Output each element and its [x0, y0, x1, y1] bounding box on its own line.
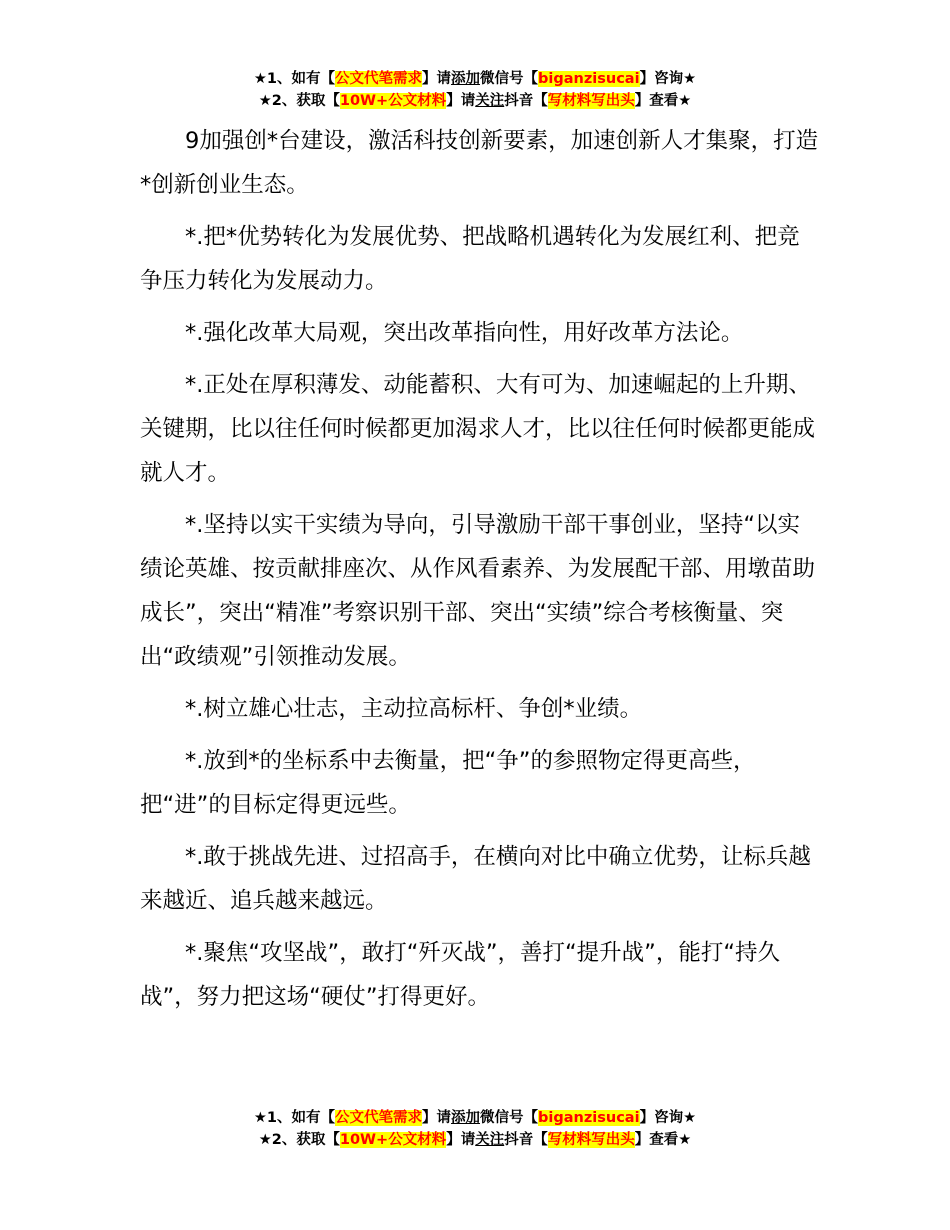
- banner-line-2: ★2、获取【10W+公文材料】请关注抖音【写材料写出头】查看★: [258, 1132, 692, 1148]
- banner-line-1: ★1、如有【公文代笔需求】请添加微信号【biganzisucai】咨询★: [253, 71, 697, 87]
- paragraph: *.放到*的坐标系中去衡量，把“争”的参照物定得更高些，把“进”的目标定得更远些。: [140, 748, 756, 818]
- paragraph: *.聚焦“攻坚战”，敢打“歼灭战”，善打“提升战”，能打“持久战”，努力把这场“硬仗”打得更好。: [140, 940, 780, 1010]
- banner-line-1: ★1、如有【公文代笔需求】请添加微信号【biganzisucai】咨询★: [253, 1110, 697, 1126]
- paragraph: *.敢于挑战先进、过招高手，在横向对比中确立优势，让标兵越来越近、追兵越来越远。: [140, 844, 811, 914]
- highlight-douyin: 写材料写出头: [547, 1132, 635, 1148]
- highlight-materials: 10W+公文材料: [339, 1132, 447, 1148]
- banner-line-2: ★2、获取【10W+公文材料】请关注抖音【写材料写出头】查看★: [258, 93, 692, 109]
- document-body: [140, 119, 822, 1027]
- paragraph: *.强化改革大局观，突出改革指向性，用好改革方法论。: [185, 320, 744, 346]
- highlight-materials: 10W+公文材料: [339, 93, 447, 109]
- paragraph: *.树立雄心壮志，主动拉高标杆、争创*业绩。: [185, 696, 643, 722]
- footer-banner: [0, 1107, 950, 1151]
- paragraph: 9加强创*台建设，激活科技创新要素，加速创新人才集聚，打造*创新创业生态。: [140, 128, 819, 198]
- highlight-service: 公文代笔需求: [335, 71, 423, 87]
- paragraph: *.把*优势转化为发展优势、把战略机遇转化为发展红利、把竞争压力转化为发展动力。: [140, 224, 800, 294]
- highlight-wechat-id: biganzisucai: [538, 1110, 640, 1126]
- paragraph: *.坚持以实干实绩为导向，引导激励干部干事创业，坚持“以实绩论英雄、按贡献排座次、从作风看素养、为发展配干部、用墩苗助成长”，突出“精准”考察识别干部、突出“实绩”综合考核衡量、突出“政绩观”引领推动发展。: [140, 512, 816, 670]
- paragraph: *.正处在厚积薄发、动能蓄积、大有可为、加速崛起的上升期、关键期，比以往任何时候都更加渴求人才，比以往任何时候都更能成就人才。: [140, 372, 816, 486]
- header-banner: [0, 68, 950, 112]
- highlight-wechat-id: biganzisucai: [538, 71, 640, 87]
- highlight-douyin: 写材料写出头: [547, 93, 635, 109]
- highlight-service: 公文代笔需求: [335, 1110, 423, 1126]
